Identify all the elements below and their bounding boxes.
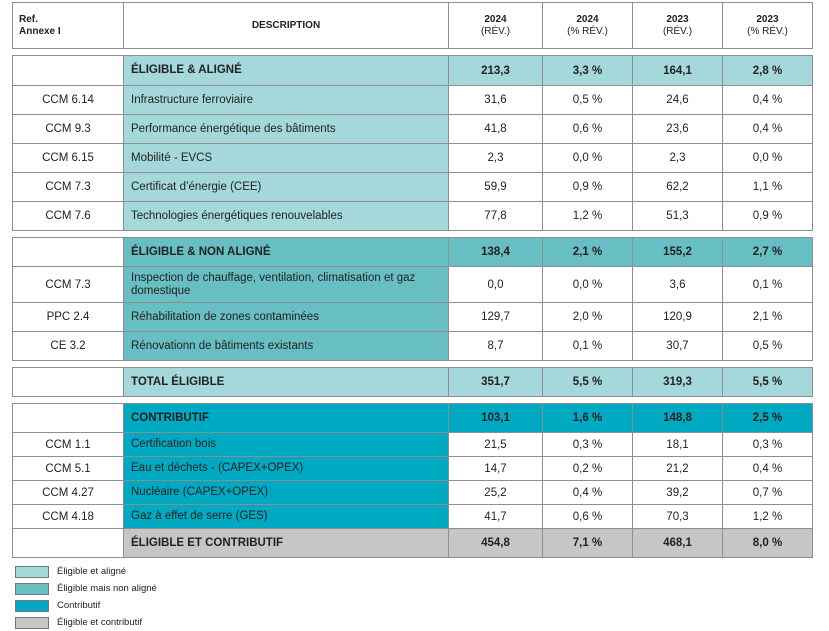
cell-2024-pct: 5,5 %	[543, 368, 633, 397]
cell-2023-rev: 148,8	[633, 404, 723, 433]
cell-2024-rev: 103,1	[449, 404, 543, 433]
cell-description: Mobilité - EVCS	[124, 144, 449, 173]
table-row	[13, 86, 813, 115]
cell-2024-rev: 21,5	[449, 433, 543, 457]
cell-2024-pct: 0,6 %	[543, 115, 633, 144]
cell-2024-pct: 7,1 %	[543, 529, 633, 558]
cell-2023-pct: 0,9 %	[723, 202, 813, 231]
cell-description: Infrastructure ferroviaire	[124, 86, 449, 115]
legend-swatch	[15, 617, 49, 629]
cell-description: Performance énergétique des bâtiments	[124, 115, 449, 144]
header-ref: Ref. Annexe I	[13, 3, 124, 49]
cell-2023-rev: 2,3	[633, 144, 723, 173]
cell-ref: CCM 6.15	[13, 144, 124, 173]
cell-2023-pct: 1,1 %	[723, 173, 813, 202]
cell-2024-pct: 0,6 %	[543, 505, 633, 529]
cell-2023-pct: 2,5 %	[723, 404, 813, 433]
cell-2024-rev: 129,7	[449, 303, 543, 332]
legend-item	[15, 580, 157, 597]
header-col-2023-pct: 2023 (% RÉV.)	[723, 3, 813, 49]
legend-item	[15, 563, 157, 580]
taxonomy-table	[12, 2, 813, 558]
table-row	[13, 433, 813, 457]
cell-2023-rev: 3,6	[633, 267, 723, 303]
cell-2024-pct: 2,1 %	[543, 238, 633, 267]
cell-2024-rev: 41,8	[449, 115, 543, 144]
cell-description: Inspection de chauffage, ventilation, climatisation et gaz domestique	[124, 267, 449, 303]
cell-description: Rénovationn de bâtiments existants	[124, 332, 449, 361]
legend-label: Éligible mais non aligné	[57, 583, 157, 594]
cell-ref: CCM 6.14	[13, 86, 124, 115]
section-contributif	[13, 404, 813, 433]
cell-description: Certification bois	[124, 433, 449, 457]
section-total-eligible	[13, 368, 813, 397]
header-col-2023-rev: 2023 (RÉV.)	[633, 3, 723, 49]
cell-2023-rev: 24,6	[633, 86, 723, 115]
cell-ref: CE 3.2	[13, 332, 124, 361]
header-description: DESCRIPTION	[124, 3, 449, 49]
cell-ref: CCM 7.6	[13, 202, 124, 231]
cell-2023-rev: 23,6	[633, 115, 723, 144]
cell-2024-pct: 0,0 %	[543, 144, 633, 173]
cell-2023-pct: 0,5 %	[723, 332, 813, 361]
cell-2023-pct: 0,7 %	[723, 481, 813, 505]
cell-2023-pct: 0,4 %	[723, 115, 813, 144]
table-row	[13, 332, 813, 361]
table-row	[13, 173, 813, 202]
cell-2023-pct: 0,0 %	[723, 144, 813, 173]
table-row	[13, 115, 813, 144]
header-col-2024-pct: 2024 (% RÉV.)	[543, 3, 633, 49]
cell-2023-rev: 51,3	[633, 202, 723, 231]
cell-2024-rev: 0,0	[449, 267, 543, 303]
table-row	[13, 481, 813, 505]
cell-2024-rev: 77,8	[449, 202, 543, 231]
legend-label: Éligible et aligné	[57, 566, 127, 577]
legend-label: Éligible et contributif	[57, 617, 143, 628]
cell-2023-rev: 468,1	[633, 529, 723, 558]
cell-ref: CCM 9.3	[13, 115, 124, 144]
table-row	[13, 267, 813, 303]
cell-2024-pct: 0,9 %	[543, 173, 633, 202]
cell-2023-pct: 0,4 %	[723, 457, 813, 481]
section-label: CONTRIBUTIF	[124, 404, 449, 433]
section-label: ÉLIGIBLE & NON ALIGNÉ	[124, 238, 449, 267]
cell-2023-pct: 2,1 %	[723, 303, 813, 332]
cell-description: Eau et déchets - (CAPEX+OPEX)	[124, 457, 449, 481]
cell-2024-pct: 3,3 %	[543, 56, 633, 86]
cell-2023-rev: 39,2	[633, 481, 723, 505]
cell-ref: CCM 7.3	[13, 267, 124, 303]
cell-2024-rev: 14,7	[449, 457, 543, 481]
legend-item	[15, 614, 157, 631]
header-row	[13, 3, 813, 49]
cell-description: Certificat d’énergie (CEE)	[124, 173, 449, 202]
cell-2024-rev: 8,7	[449, 332, 543, 361]
cell-2024-rev: 138,4	[449, 238, 543, 267]
section-eligible-non-aligne	[13, 238, 813, 267]
cell-ref: PPC 2.4	[13, 303, 124, 332]
cell-ref: CCM 5.1	[13, 457, 124, 481]
table-row	[13, 505, 813, 529]
cell-description: Réhabilitation de zones contaminées	[124, 303, 449, 332]
cell-2023-pct: 8,0 %	[723, 529, 813, 558]
section-label: TOTAL ÉLIGIBLE	[124, 368, 449, 397]
cell-2023-rev: 120,9	[633, 303, 723, 332]
legend-label: Contributif	[57, 600, 101, 611]
cell-2024-rev: 2,3	[449, 144, 543, 173]
cell-2024-rev: 454,8	[449, 529, 543, 558]
cell-2023-pct: 0,4 %	[723, 86, 813, 115]
table-row	[13, 144, 813, 173]
cell-2024-pct: 2,0 %	[543, 303, 633, 332]
cell-2024-pct: 0,0 %	[543, 267, 633, 303]
legend-swatch	[15, 583, 49, 595]
section-eligible-contributif	[13, 529, 813, 558]
cell-2023-rev: 319,3	[633, 368, 723, 397]
cell-description: Gaz à effet de serre (GES)	[124, 505, 449, 529]
cell-2023-rev: 164,1	[633, 56, 723, 86]
cell-2024-rev: 41,7	[449, 505, 543, 529]
cell-2023-rev: 155,2	[633, 238, 723, 267]
cell-2023-rev: 30,7	[633, 332, 723, 361]
cell-ref: CCM 4.18	[13, 505, 124, 529]
cell-2023-rev: 70,3	[633, 505, 723, 529]
cell-2023-pct: 0,1 %	[723, 267, 813, 303]
cell-description: Technologies énergétiques renouvelables	[124, 202, 449, 231]
cell-2023-rev: 21,2	[633, 457, 723, 481]
cell-2024-rev: 25,2	[449, 481, 543, 505]
cell-description: Nucléaire (CAPEX+OPEX)	[124, 481, 449, 505]
cell-2024-rev: 31,6	[449, 86, 543, 115]
table-row	[13, 303, 813, 332]
legend-swatch	[15, 600, 49, 612]
cell-2024-rev: 59,9	[449, 173, 543, 202]
cell-2024-pct: 1,2 %	[543, 202, 633, 231]
cell-2023-pct: 2,7 %	[723, 238, 813, 267]
cell-2024-pct: 0,2 %	[543, 457, 633, 481]
legend-item	[15, 597, 157, 614]
cell-2023-pct: 2,8 %	[723, 56, 813, 86]
cell-2023-pct: 5,5 %	[723, 368, 813, 397]
section-label: ÉLIGIBLE & ALIGNÉ	[124, 56, 449, 86]
cell-2023-rev: 62,2	[633, 173, 723, 202]
cell-2023-rev: 18,1	[633, 433, 723, 457]
table-row	[13, 202, 813, 231]
cell-2023-pct: 1,2 %	[723, 505, 813, 529]
section-label: ÉLIGIBLE ET CONTRIBUTIF	[124, 529, 449, 558]
cell-2024-rev: 213,3	[449, 56, 543, 86]
cell-2023-pct: 0,3 %	[723, 433, 813, 457]
cell-2024-pct: 0,3 %	[543, 433, 633, 457]
legend	[15, 563, 157, 631]
cell-2024-pct: 1,6 %	[543, 404, 633, 433]
section-eligible-aligne	[13, 56, 813, 86]
table-row	[13, 457, 813, 481]
cell-2024-pct: 0,5 %	[543, 86, 633, 115]
cell-ref: CCM 1.1	[13, 433, 124, 457]
cell-2024-pct: 0,1 %	[543, 332, 633, 361]
cell-2024-rev: 351,7	[449, 368, 543, 397]
cell-2024-pct: 0,4 %	[543, 481, 633, 505]
header-col-2024-rev: 2024 (RÉV.)	[449, 3, 543, 49]
cell-ref: CCM 4.27	[13, 481, 124, 505]
cell-ref: CCM 7.3	[13, 173, 124, 202]
legend-swatch	[15, 566, 49, 578]
